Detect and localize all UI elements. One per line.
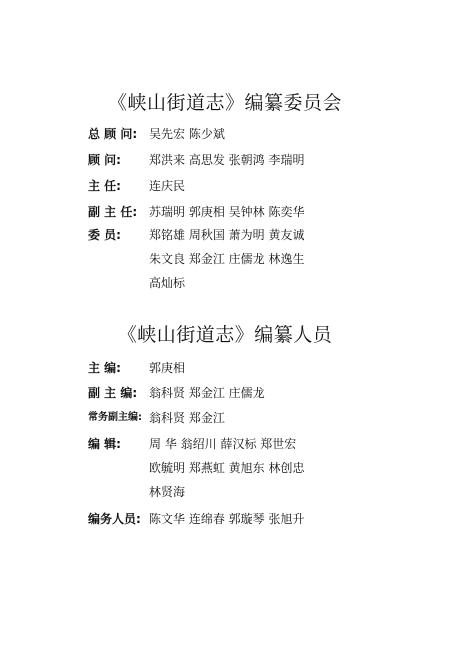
row-names: 郑洪来 高思发 张朝鸿 李瑞明 — [149, 153, 305, 167]
row-label: 副 主 编: — [88, 386, 138, 400]
row-label: 总 顾 问: — [88, 127, 138, 141]
row-names: 连庆民 — [149, 179, 186, 193]
row-label: 顾 问: — [88, 153, 121, 167]
row-names: 高灿标 — [149, 276, 186, 290]
row-label: 主 编: — [88, 361, 121, 375]
row-names: 郑铭雄 周秋国 萧为明 黄友诚 — [149, 228, 305, 242]
row-names: 林贤海 — [149, 485, 186, 499]
row-names: 郭庚相 — [149, 361, 186, 375]
row-names: 朱文良 郑金江 庄儒龙 林逸生 — [149, 252, 305, 266]
row-label: 编务人员: — [88, 512, 141, 526]
row-names: 欧毓明 郑燕虹 黄旭东 林创忠 — [149, 461, 305, 475]
row-names: 翁科贤 郑金江 庄儒龙 — [149, 386, 265, 400]
row-label: 副 主 任: — [88, 205, 138, 219]
row-label: 主 任: — [88, 179, 121, 193]
row-names: 陈文华 连绵春 郭璇琴 张旭升 — [149, 512, 305, 526]
row-names: 吴先宏 陈少斌 — [149, 127, 225, 141]
row-names: 苏瑞明 郭庚相 吴钟林 陈奕华 — [149, 205, 305, 219]
row-label: 委 员: — [88, 228, 121, 242]
committee-title: 《峡山街道志》编纂委员会 — [107, 92, 342, 114]
staff-title: 《峡山街道志》编纂人员 — [117, 324, 333, 346]
row-label: 编 辑: — [88, 437, 121, 451]
row-label: 常务副主编: — [88, 412, 142, 423]
row-names: 翁科贤 郑金江 — [149, 411, 225, 425]
row-names: 周 华 翁绍川 薛汉标 郑世宏 — [149, 437, 297, 451]
